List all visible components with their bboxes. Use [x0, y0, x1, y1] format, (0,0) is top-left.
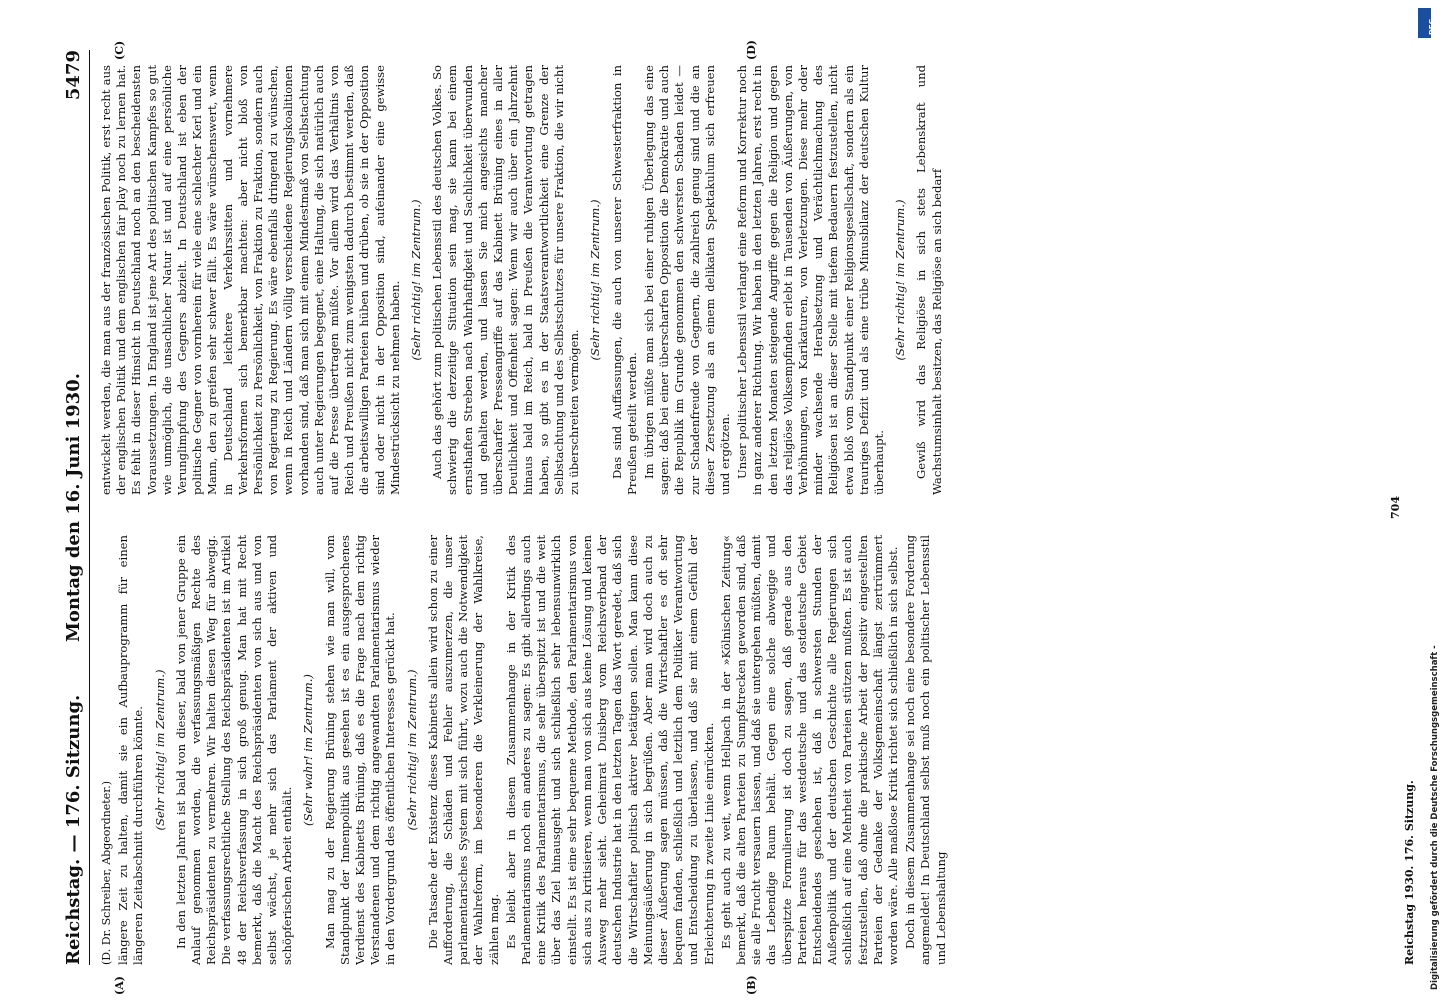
- header-left-title: Reichstag. — 176. Sitzung.: [63, 694, 84, 965]
- paragraph: Es bleibt aber in diesem Zusammenhange in der Kritik des Parlamentarismus noch ein anderes zu sagen: Es gibt allerdings auch eine Kritik des Parlamentarismus, die sehr überspitzt ist und die weit über das Ziel hinausgeht und sich schließlich sehr lebensunwirklich einstellt. Es ist eine sehr bequeme Methode, den Parlamentarismus von sich aus zu kritisieren, wenn man von sich aus keine Lösung und keinen Ausweg mehr sieht. Geheimrat Duisberg vom Reichsverband der deutschen Industrie hat in den letzten Tagen das Wort geredet, daß sich die Wirtschaftler politisch aktiver betätigen sollen. Man kann diese Meinungsäußerung in sich begrüßen. Aber man wird doch auch zu dieser Äußerung sagen müssen, daß die Wirtschaftler es oft sehr bequem fanden, schließlich und letztlich dem Politiker Verantwortung und Entscheidung zu überlassen, und daß sie mit einem Gefühl der Erleichterung in zweite Linie einrückten.: [503, 535, 716, 965]
- right-column: [99, 65, 947, 495]
- interjection: (Sehr richtig! im Zentrum.): [409, 199, 424, 361]
- margin-mark-b: (B): [745, 975, 758, 995]
- paragraph: längere Zeit zu halten, damit sie ein Aufbauprogramm für einen längeren Zeitabschnitt durchführen könnte.: [116, 535, 146, 965]
- credit-text: Digitalisierung gefördert durch die Deutsche Forschungsgemeinschaft -: [1430, 645, 1440, 990]
- interjection: (Sehr richtig! im Zentrum.): [893, 199, 908, 361]
- header-date: Montag den 16. Juni 1930.: [63, 373, 84, 642]
- paragraph: Doch in diesem Zusammenhange sei noch eine besondere Forderung angemeldet! In Deutschland selbst muß noch ein politischer Lebensstil und Lebenshaltung: [903, 535, 948, 965]
- margin-mark-d: (D): [745, 40, 758, 60]
- interjection: (Sehr wahr! im Zentrum.): [301, 674, 316, 826]
- paragraph: Im übrigen müßte man sich bei einer ruhigen Überlegung das eine sagen: daß bei einer überscharfen Opposition die Demokratie und auch die Republik im Grunde genommen den schwersten Schaden leidet — zur Schadenfreude von Gegnern, die zahlreich genug sind und die an dieser Zersetzung als an einem delikaten Spektakulum sich erfreuen und ergötzen.: [641, 65, 732, 495]
- page-number: 5479: [63, 50, 84, 101]
- left-column: [99, 535, 951, 965]
- paragraph: Gewiß wird das Religiöse in sich stets Lebenskraft und Wachstumsinhalt besitzen, das Religiöse an sich bedarf: [914, 65, 944, 495]
- digitization-credit: [1416, 0, 1440, 1000]
- paragraph: entwickelt werden, die man aus der französischen Politik, erst recht aus der englischen Politik und dem englischen fair play noch zu lernen hat. Es fehlt in dieser Hinsicht in Deutschland noch an den bescheidensten Voraussetzungen. In England ist jene Art des politischen Kampfes so gut wie unmöglich, die unsachlicher Natur ist und auf eine persönliche Verunglimpfung des Gegners abzielt. In Deutschland ist eben der politische Gegner von vornherein für viele eine schlechter Kerl und ein Mann, den zu greifen sehr schwer fällt. Es wäre wünschenswert, wenn in Deutschland leichtere Verkehrssitten und vornehmere Verkehrsformen sich bemerkbar machten: aber nicht bloß von Persönlichkeit zu Persönlichkeit, von Fraktion zu Fraktion, sondern auch von Regierung zu Regierung. Es wäre ebenfalls dringend zu wünschen, wenn in Reich und Ländern völlig verschiedene Regierungskoalitionen vorhanden sind, daß man sich mit einem Mindestmaß von Selbstachtung auch unter Regierungen begegnet, eine Haltung, die sich natürlich auch auf die Presse übertragen müßte. Vor allem wird das Verhältnis von Reich und Preußen nicht zum wenigsten dadurch bestimmt werden, daß die arbeitswilligen Parteien hüben und drüben, ob sie in der Opposition sind oder nicht in der Opposition sind, aufeinander eine gewisse Mindestrücksicht zu nehmen haben.: [99, 65, 402, 495]
- paragraph: Auch das gehört zum politischen Lebensstil des deutschen Volkes. So schwierig die derzeitige Situation sein mag, sie kann bei einem ernsthaften Streben nach Wahrhaftigkeit und Sachlichkeit überwunden und gehalten werden, und lassen Sie mich angesichts mancher überscharfer Presseangriffe auf das Kabinett Brüning eines in aller Deutlichkeit und Offenheit sagen: Wenn wir auch über ein Jahrzehnt hinaus bald im Reich, bald in Preußen die Verantwortung getragen haben, so gibt es in der Staatsverantwortlichkeit eine Grenze der Selbstachtung und des Selbstschutzes für unsere Fraktion, die wir nicht zu überschreiten vermögen.: [430, 65, 582, 495]
- page-header: [55, 50, 95, 965]
- paragraph: Man mag zu der Regierung Brüning stehen wie man will, vom Standpunkt der Innenpolitik aus gesehen ist es ein ausgesprochenes Verdienst des Kabinetts Brüning, daß es die Frage nach dem richtig Verstandenen und dem richtig angewandten Parlamentarismus wieder in den Vordergrund des öffentlichen Interesses gerückt hat.: [322, 535, 398, 965]
- interjection: (Sehr richtig! im Zentrum.): [404, 669, 419, 831]
- paragraph: Unser politischer Lebensstil verlangt eine Reform und Korrektur noch in ganz anderer Richtung. Wir haben in den letzten Jahren, erst recht in den letzten Monaten steigende Angriffe gegen die Religion und gegen das religiöse Volksempfinden erlebt in Tausenden von Äußerungen, von Verhöhnungen, von Karikaturen, von Verletzungen. Diese mehr oder minder wachsende Herabsetzung und Verächtlichmachung des Religiösen ist an dieser Stelle mit tiefem Bedauern festzustellen, nicht etwa bloß vom Standpunkt einer Religionsgesellschaft, sondern als ein trauriges Defizit und als eine trübe Minusbilanz der deutschen Kultur überhaupt.: [735, 64, 886, 495]
- paragraph: Es geht auch zu weit, wenn Hellpach in der »Kölnischen Zeitung« bemerkt, daß die alten Parteien zu Sumpfstrecken geworden sind, daß sie alle Frucht versauern lassen, und daß sie untergehen müßten, damit das Lebendige Raum behält. Gegen eine solche abwegige und überspitzte Formulierung ist doch zu sagen, daß gerade aus den Parteien heraus für das westdeutsche und das ostdeutsche Gebiet Entscheidendes geschehen ist, daß in schwersten Stunden der Außenpolitik und der deutschen Geschichte alle Regierungen sich schließlich auf eine Mehrheit von Parteien stützen mußten. Es ist auch festzustellen, daß ohne die praktische Arbeit der positiv eingestellten Parteien der Gedanke der Volksgemeinschaft längst zertrümmert worden wäre. Alle maßlose Kritik richtet sich schließlich in sich selbst.: [718, 535, 900, 965]
- speaker-line: (D. Dr. Schreiber, Abgeordneter.): [100, 780, 113, 965]
- paragraph: Das sind Auffassungen, die auch von unserer Schwesterfraktion in Preußen geteilt werden.: [609, 65, 639, 495]
- interjection: (Sehr richtig! im Zentrum.): [152, 669, 167, 831]
- margin-mark-a: (A): [113, 976, 126, 995]
- header-rule: [89, 50, 90, 965]
- dfg-logo: DFG: [1418, 8, 1431, 38]
- paragraph: In den letzten Jahren ist bald von dieser, bald von jener Gruppe ein Anlauf genommen worden, die verfassungsmäßigen Rechte des Reichspräsidenten zu vermehren. Wir halten diesen Weg für abwegig. Die verfassungsrechtliche Stellung des Reichspräsidenten ist im Artikel 48 der Reichsverfassung in sich groß genug. Man hat mit Recht bemerkt, daß die Macht des Reichspräsidenten von sich aus und von selbst wächst, je mehr sich das Parlament der aktiven und schöpferischen Arbeit enthält.: [173, 535, 295, 965]
- margin-mark-c: (C): [113, 40, 126, 60]
- rotated-document-page: [55, 40, 1430, 995]
- sheet-number: 704: [1389, 496, 1402, 519]
- interjection: (Sehr richtig! im Zentrum.): [588, 199, 603, 361]
- paragraph: Die Tatsache der Existenz dieses Kabinetts allein wird schon zu einer Aufforderung, die Schäden und Fehler auszumerzen, die unser parlamentarisches System mit sich führt, wozu auch die Notwendigkeit der Wahlreform, im besonderen die Verkleinerung der Wahlkreise, zählen mag.: [425, 535, 501, 965]
- footer-signature: Reichstag 1930. 176. Sitzung.: [1403, 780, 1416, 965]
